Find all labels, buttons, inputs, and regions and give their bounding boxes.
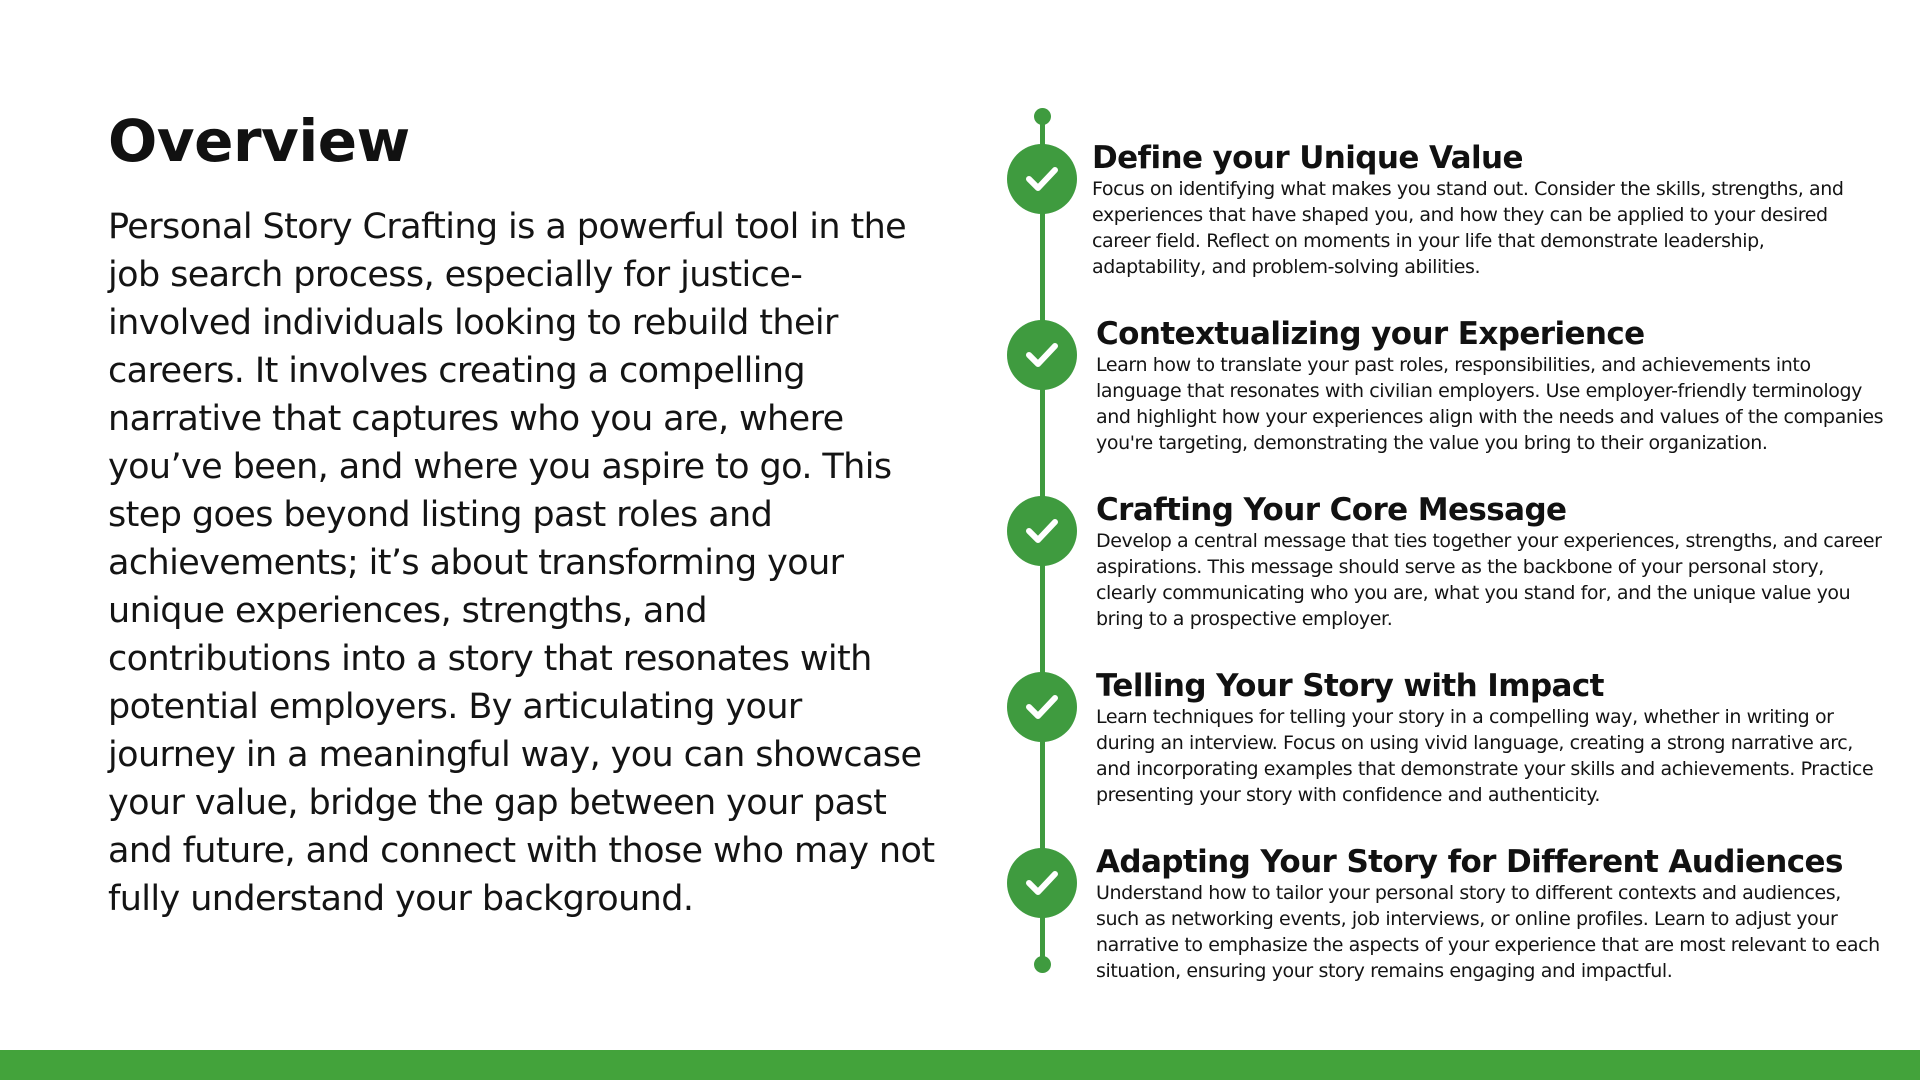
overview-title: Overview [108,107,410,175]
step-text [1096,668,1886,808]
overview-body: Personal Story Crafting is a powerful tool in the job search process, especially for justice-involved individuals looking to rebuild their careers. It involves creating a compelling narrative that captures who you are, where you’ve been, and where you aspire to go. This step goes beyond listing past roles and achievements; it’s about transforming your unique experiences, strengths, and contributions into a story that resonates with potential employers. By articulating your journey in a meaningful way, you can showcase your value, bridge the gap between your past and future, and connect with those who may not fully understand your background. [108,207,935,919]
check-circle-icon [1007,848,1077,918]
check-circle-icon [1007,320,1077,390]
step-title: Telling Your Story with Impact [1096,668,1604,704]
step-text [1092,140,1882,280]
bottom-accent-bar [0,1050,1920,1080]
check-circle-icon [1007,672,1077,742]
step-description: Focus on identifying what makes you stand out. Consider the skills, strengths, and experiences that have shaped you, and how they can be applied to your desired career field. Reflect on moments in your life that demonstrate leadership, adaptability, and problem-solving abilities. [1092,178,1844,278]
check-circle-icon [1007,496,1077,566]
step-title: Adapting Your Story for Different Audiences [1096,844,1843,880]
timeline-end-dot [1034,956,1051,973]
step-description: Learn how to translate your past roles, responsibilities, and achievements into language that resonates with civilian employers. Use employer-friendly terminology and highlight how your experiences align with the needs and values of the companies you're targeting, demonstrating the value you bring to their organization. [1096,354,1884,454]
step-text [1096,492,1886,632]
steps-timeline [1005,108,1905,982]
step-description: Learn techniques for telling your story in a compelling way, whether in writing or during an interview. Focus on using vivid language, creating a strong narrative arc, and incorporating examples that demonstrate your skills and achievements. Practice presenting your story with confidence and authenticity. [1096,706,1874,806]
check-circle-icon [1007,144,1077,214]
step-title: Define your Unique Value [1092,140,1523,176]
step-text [1096,844,1886,984]
step-description: Understand how to tailor your personal story to different contexts and audiences, such as networking events, job interviews, or online profiles. Learn to adjust your narrative to emphasize the aspects of your experience that are most relevant to each situation, ensuring your story remains engaging and impactful. [1096,882,1880,982]
step-text [1096,316,1886,456]
step-title: Contextualizing your Experience [1096,316,1645,352]
overview-section [108,105,938,923]
step-description: Develop a central message that ties together your experiences, strengths, and career aspirations. This message should serve as the backbone of your personal story, clearly communicating who you are, what you stand for, and the unique value you bring to a prospective employer. [1096,530,1882,630]
step-title: Crafting Your Core Message [1096,492,1567,528]
timeline-start-dot [1034,108,1051,125]
